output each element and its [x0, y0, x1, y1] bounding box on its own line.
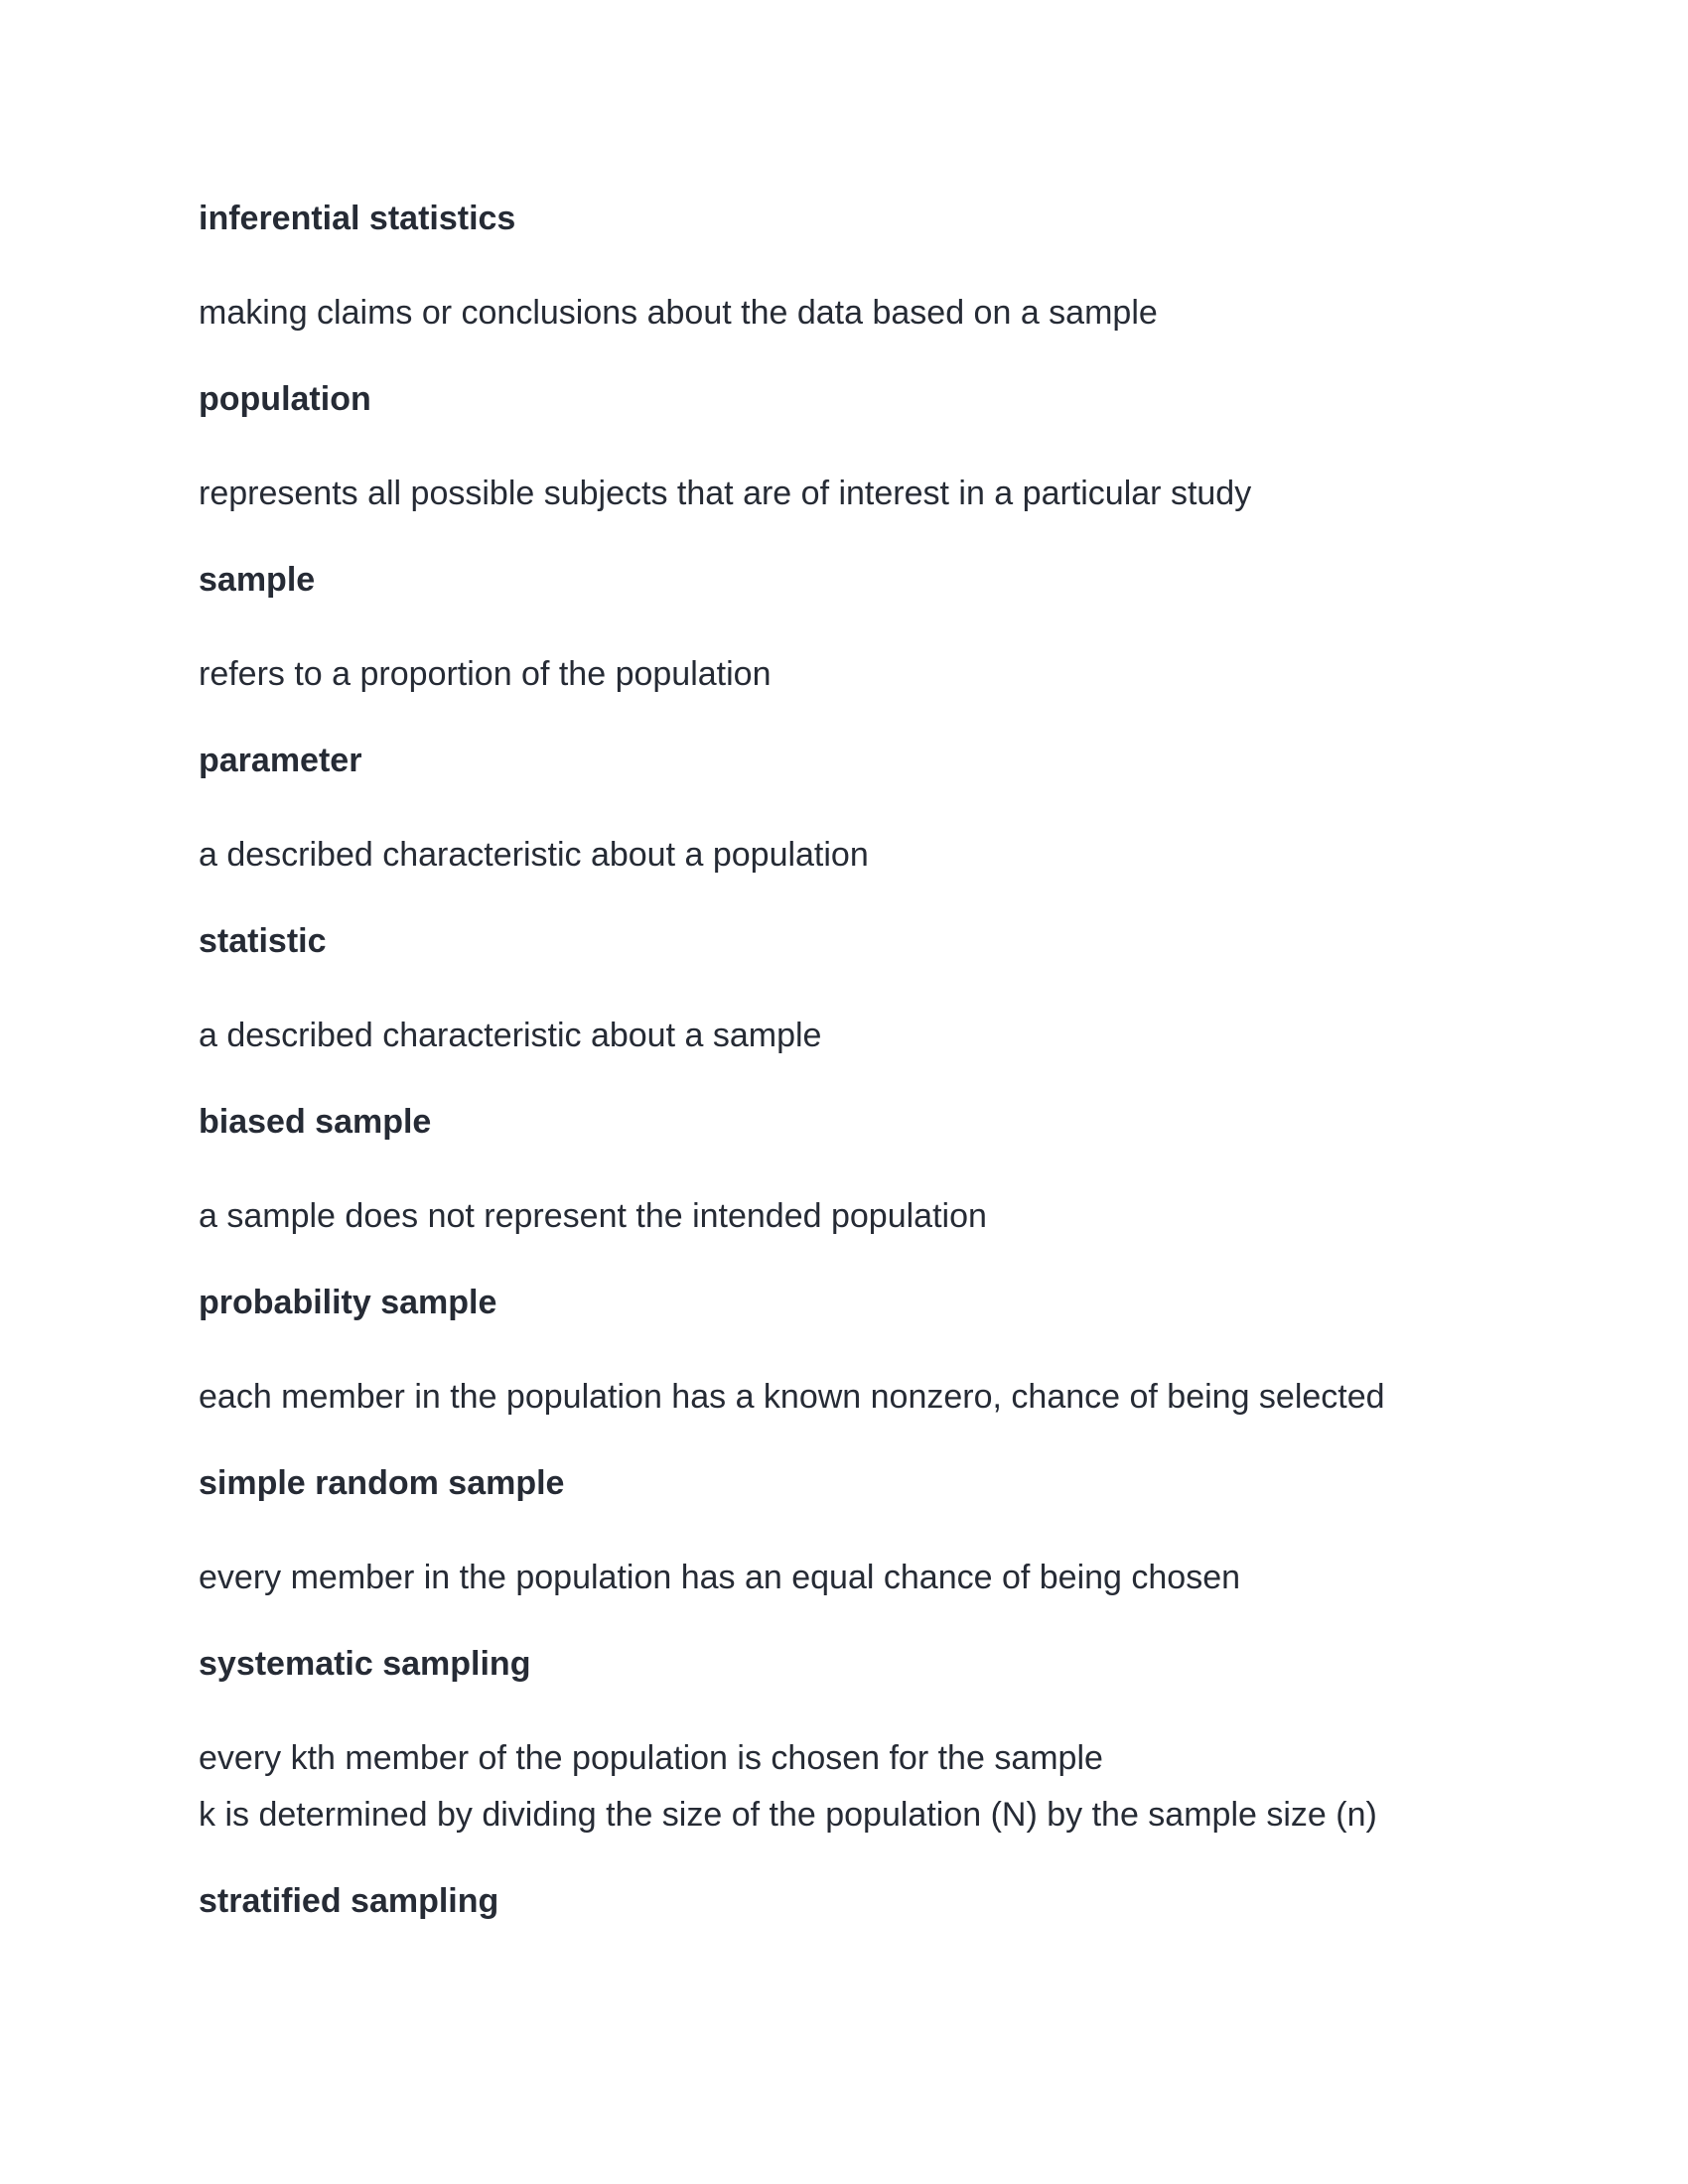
term-systematic-sampling: systematic sampling: [199, 1645, 531, 1683]
definition-line: every member in the population has an equal chance of being chosen: [199, 1559, 1241, 1596]
term-sample: sample: [199, 561, 316, 599]
definition-line: making claims or conclusions about the data based on a sample: [199, 294, 1158, 332]
term-population: population: [199, 380, 371, 418]
definition-sample: [199, 646, 1489, 703]
definition-population: [199, 466, 1489, 522]
definition-line: k is determined by dividing the size of the population (N) by the sample size (n): [199, 1796, 1377, 1834]
definition-line: a described characteristic about a population: [199, 836, 869, 874]
definition-probability-sample: [199, 1369, 1489, 1426]
term-simple-random-sample: simple random sample: [199, 1464, 565, 1502]
definition-line: each member in the population has a known nonzero, chance of being selected: [199, 1378, 1385, 1416]
term-parameter: parameter: [199, 742, 362, 779]
term-statistic: statistic: [199, 922, 327, 960]
definition-inferential-statistics: [199, 285, 1489, 341]
term-biased-sample: biased sample: [199, 1103, 432, 1141]
definition-parameter: [199, 827, 1489, 884]
definition-line: every kth member of the population is chosen for the sample: [199, 1739, 1103, 1777]
definition-line: a described characteristic about a sample: [199, 1017, 822, 1054]
glossary-content: [199, 195, 1489, 1968]
definition-biased-sample: [199, 1188, 1489, 1245]
term-stratified-sampling: stratified sampling: [199, 1882, 499, 1920]
definition-line: a sample does not represent the intended population: [199, 1197, 987, 1235]
definition-simple-random-sample: [199, 1550, 1489, 1606]
term-inferential-statistics: inferential statistics: [199, 200, 516, 237]
definition-line: represents all possible subjects that are of interest in a particular study: [199, 475, 1252, 512]
definition-line: refers to a proportion of the population: [199, 655, 772, 693]
definition-systematic-sampling: [199, 1730, 1489, 1843]
definition-statistic: [199, 1008, 1489, 1064]
term-probability-sample: probability sample: [199, 1284, 497, 1321]
